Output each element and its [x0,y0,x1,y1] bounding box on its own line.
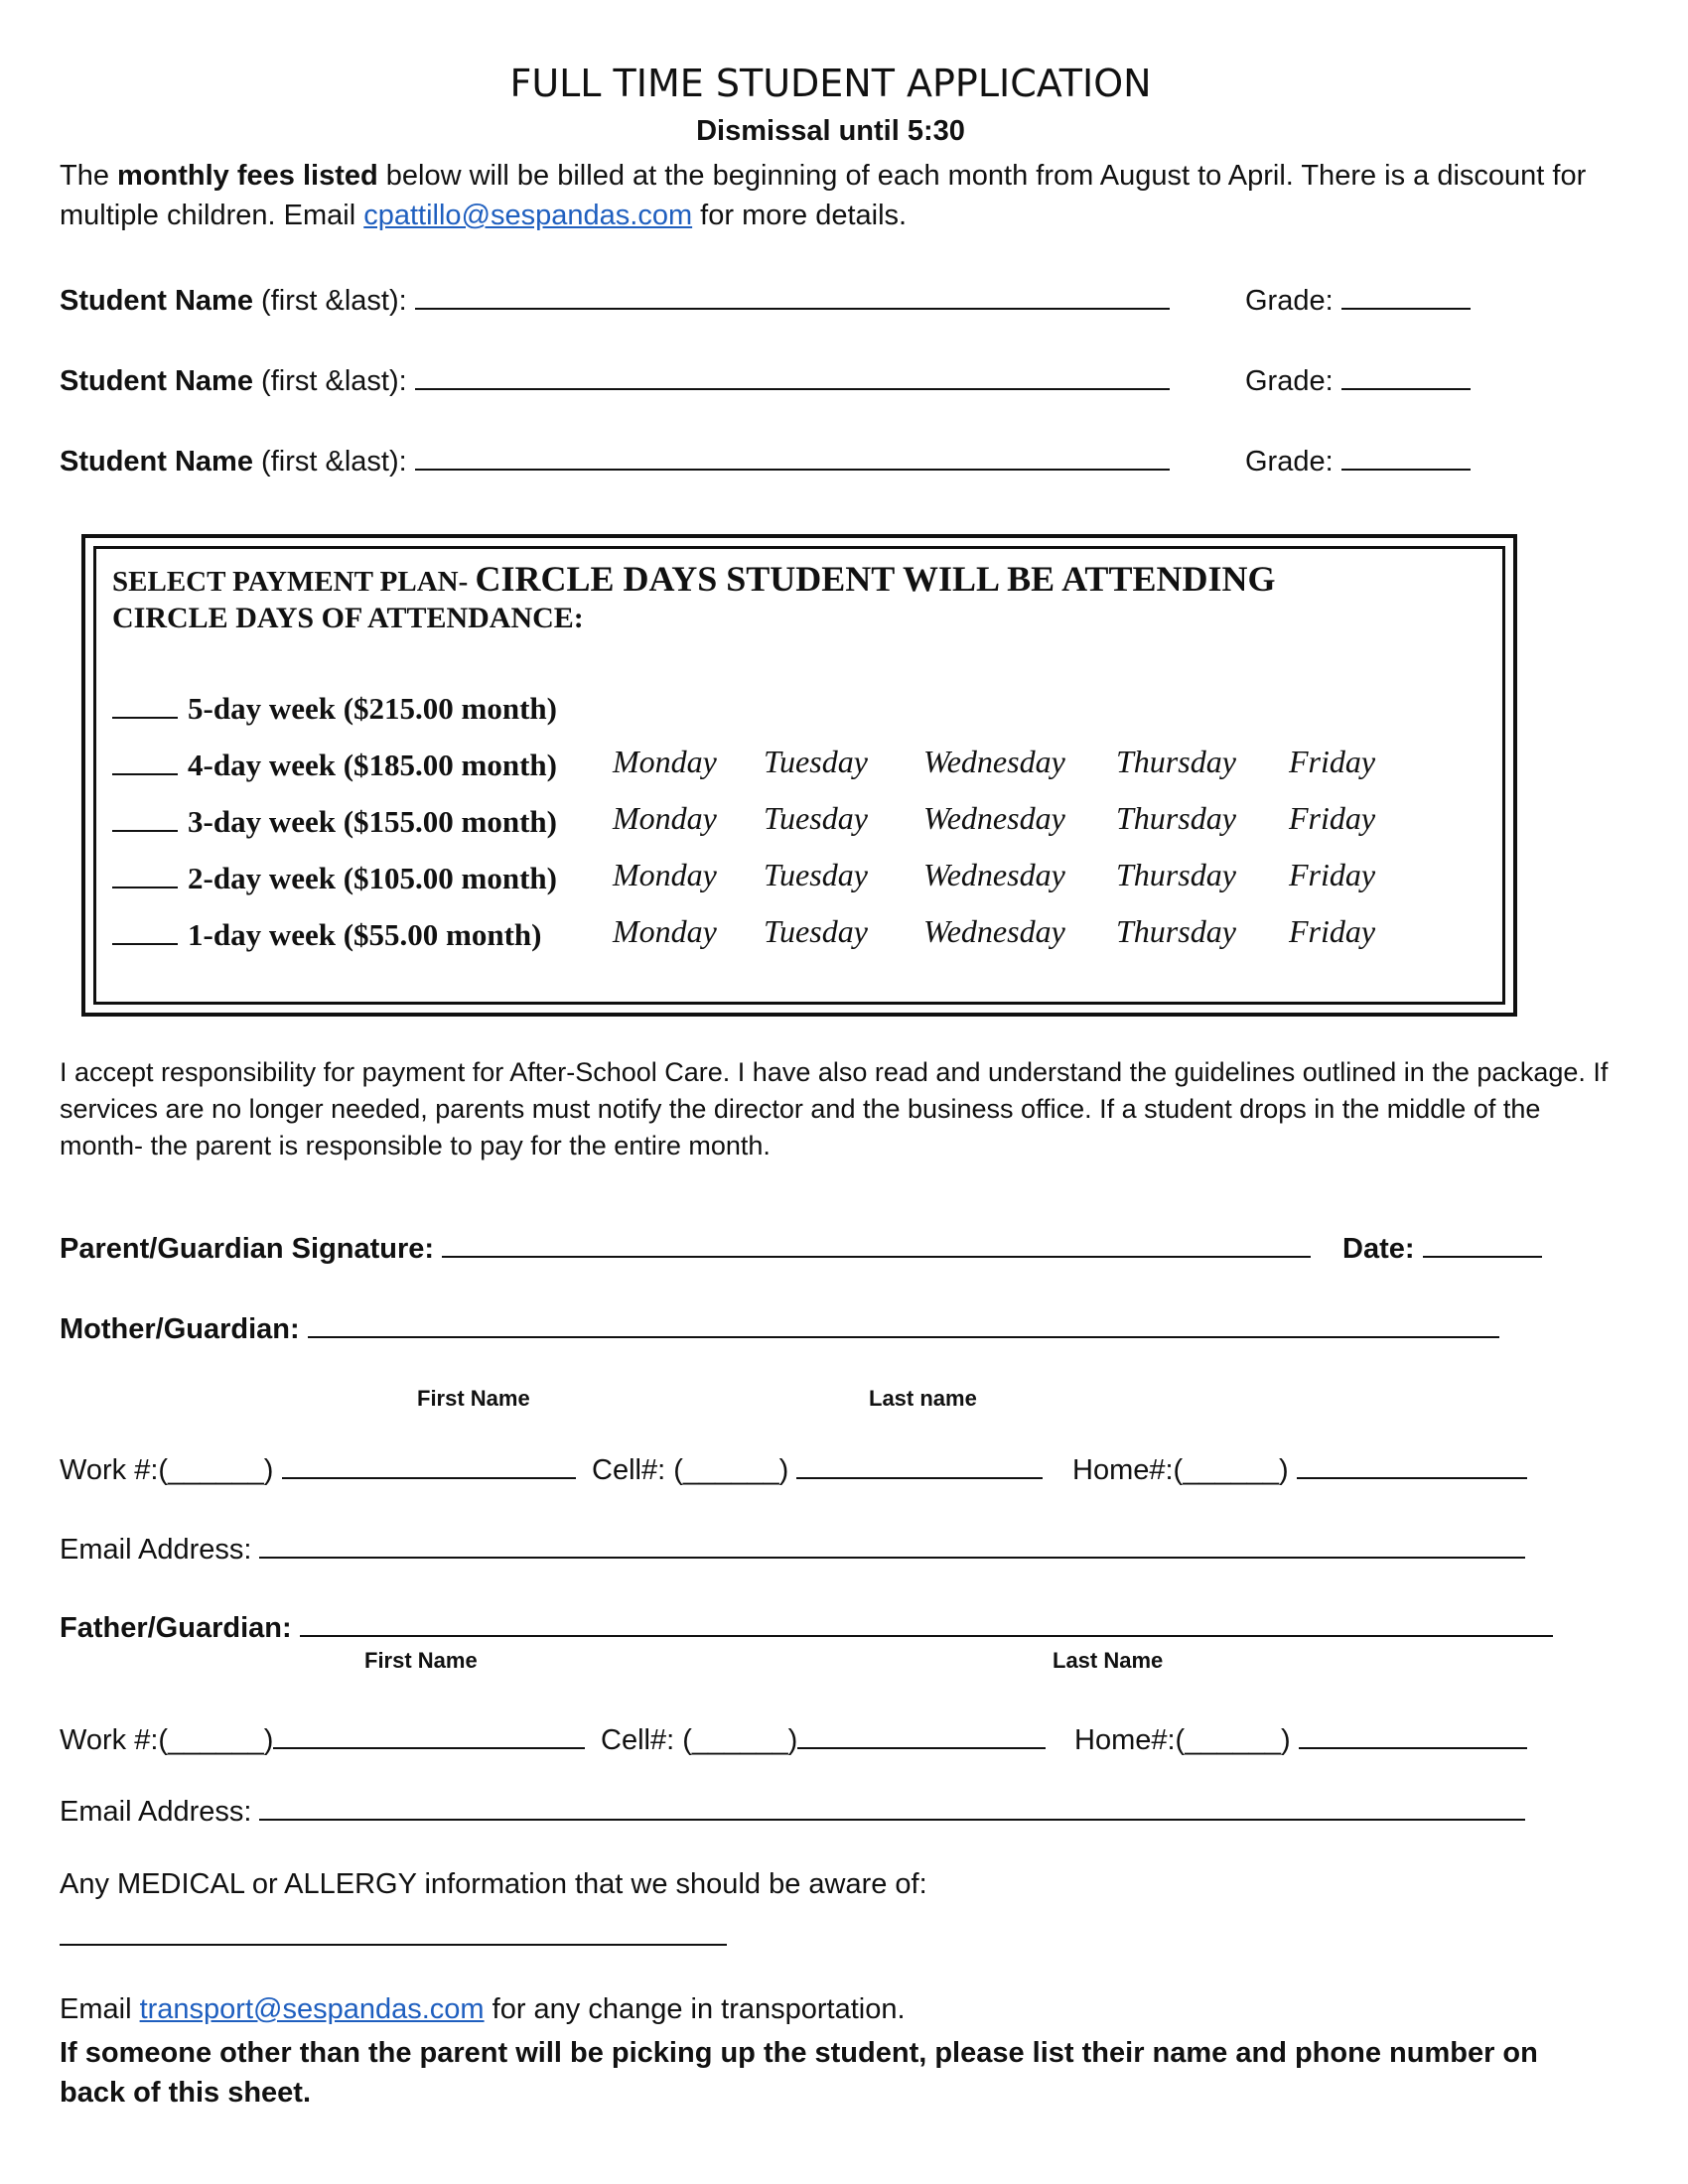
day-friday[interactable]: Friday [1289,913,1376,949]
transport-email-note [60,1993,906,2026]
transport-email-prefix: Email [60,1993,140,2025]
plan-select-blank[interactable] [112,800,178,832]
transport-email-suffix: for any change in transportation. [484,1993,906,2025]
father-cell-row [601,1717,1046,1757]
father-work-field[interactable] [273,1717,585,1749]
plan-row-2day [112,857,557,896]
father-name-field[interactable] [300,1605,1553,1637]
father-row [60,1605,1553,1645]
father-home-label: Home#:(______) [1074,1724,1299,1756]
medical-label: Any MEDICAL or ALLERGY information that we should be aware of: [60,1868,927,1900]
day-friday[interactable]: Friday [1289,857,1376,892]
plan-select-blank[interactable] [112,744,178,775]
student-name-suffix: (first &last): [252,285,415,317]
plan-row-1day [112,913,542,953]
plan-label: 4-day week ($185.00 month) [188,748,557,782]
date-field[interactable] [1423,1226,1542,1258]
day-friday[interactable]: Friday [1289,800,1376,836]
mother-work-label: Work #:(______) [60,1454,282,1486]
mother-email-label: Email Address: [60,1534,260,1566]
date-label: Date: [1342,1233,1423,1265]
mother-last-name-caption: Last name [869,1386,977,1411]
student-name-label: Student Name [60,365,253,397]
payment-heading-large: CIRCLE DAYS STUDENT WILL BE ATTENDING [475,559,1276,599]
father-work-row [60,1717,585,1757]
mother-email-row [60,1527,1525,1567]
mother-home-row [1072,1447,1527,1487]
pickup-note: If someone other than the parent will be picking up the student, please list their name and phone number on back of this sheet. [60,2037,1538,2109]
student-row-2 [60,358,1170,398]
plan-label: 2-day week ($105.00 month) [188,861,557,895]
mother-email-field[interactable] [259,1527,1525,1559]
father-work-label: Work #:(______) [60,1724,274,1756]
plan-row-4day [112,744,557,783]
father-home-row [1074,1717,1527,1757]
grade-label: Grade: [1245,365,1341,397]
plan-label: 5-day week ($215.00 month) [188,691,557,726]
intro-paragraph [60,156,1589,235]
mother-cell-field[interactable] [796,1447,1043,1479]
grade-row-2 [1245,358,1471,398]
student-name-label: Student Name [60,285,253,317]
day-monday[interactable]: Monday [613,913,717,949]
date-row [1342,1226,1542,1266]
student-name-label: Student Name [60,446,253,478]
signature-label: Parent/Guardian Signature: [60,1233,443,1265]
agreement-paragraph: I accept responsibility for payment for After-School Care. I have also read and understand the guidelines outlined in the package. If services are no longer needed, parents must notify the director and the business office. If a student drops in the middle of the month- the parent is responsible to pay for the entire month. [60,1057,1609,1160]
student-name-field[interactable] [415,278,1170,310]
day-tuesday[interactable]: Tuesday [764,800,868,836]
mother-label: Mother/Guardian: [60,1313,308,1345]
student-name-field[interactable] [415,358,1170,390]
intro-text-1: The [60,160,118,192]
day-monday[interactable]: Monday [613,800,717,836]
father-home-field[interactable] [1299,1717,1527,1749]
father-cell-label: Cell#: (______) [601,1724,798,1756]
page-title: FULL TIME STUDENT APPLICATION [509,62,1152,105]
plan-row-5day [112,687,557,727]
intro-text-3: for more details. [692,200,908,231]
grade-row-3 [1245,439,1471,478]
day-tuesday[interactable]: Tuesday [764,744,868,779]
day-wednesday[interactable]: Wednesday [923,913,1065,949]
attendance-heading: CIRCLE DAYS OF ATTENDANCE: [112,602,584,634]
grade-field[interactable] [1341,358,1471,390]
day-thursday[interactable]: Thursday [1116,913,1236,949]
father-last-name-caption: Last Name [1053,1648,1164,1673]
day-wednesday[interactable]: Wednesday [923,744,1065,779]
plan-label: 3-day week ($155.00 month) [188,804,557,839]
mother-row [60,1306,1499,1346]
student-name-field[interactable] [415,439,1170,471]
student-name-suffix: (first &last): [252,446,415,478]
student-name-suffix: (first &last): [252,365,415,397]
mother-name-field[interactable] [308,1306,1499,1338]
medical-field[interactable] [60,1914,727,1946]
day-wednesday[interactable]: Wednesday [923,857,1065,892]
student-row-3 [60,439,1170,478]
day-monday[interactable]: Monday [613,857,717,892]
plan-label: 1-day week ($55.00 month) [188,917,542,952]
mother-cell-row [592,1447,1043,1487]
day-tuesday[interactable]: Tuesday [764,913,868,949]
day-thursday[interactable]: Thursday [1116,857,1236,892]
father-email-field[interactable] [259,1789,1525,1821]
day-monday[interactable]: Monday [613,744,717,779]
father-cell-field[interactable] [797,1717,1046,1749]
signature-field[interactable] [442,1226,1311,1258]
father-email-row [60,1789,1525,1829]
mother-home-label: Home#:(______) [1072,1454,1297,1486]
plan-row-3day [112,800,557,840]
father-email-label: Email Address: [60,1796,260,1828]
payment-heading-small: SELECT PAYMENT PLAN- [112,566,476,598]
page-subtitle: Dismissal until 5:30 [696,115,965,147]
grade-row-1 [1245,278,1471,318]
father-first-name-caption: First Name [364,1648,478,1673]
grade-label: Grade: [1245,446,1341,478]
plan-select-blank[interactable] [112,857,178,888]
mother-cell-label: Cell#: (______) [592,1454,797,1486]
grade-field[interactable] [1341,439,1471,471]
intro-bold-text: monthly fees listed [117,160,378,192]
mother-first-name-caption: First Name [417,1386,530,1411]
day-thursday[interactable]: Thursday [1116,800,1236,836]
father-label: Father/Guardian: [60,1612,300,1644]
mother-home-field[interactable] [1297,1447,1527,1479]
payment-plan-heading [112,558,1275,600]
grade-field[interactable] [1341,278,1471,310]
grade-label: Grade: [1245,285,1341,317]
contact-email-link[interactable]: cpattillo@sespandas.com [363,200,693,231]
signature-row [60,1226,1311,1266]
mother-work-field[interactable] [282,1447,576,1479]
student-row-1 [60,278,1170,318]
intro-text-2: below will be billed at the beginning of each month from August to April. There is a discount for multiple children. Email [60,160,1587,231]
day-thursday[interactable]: Thursday [1116,744,1236,779]
plan-select-blank[interactable] [112,913,178,945]
transport-email-link[interactable]: transport@sespandas.com [139,1993,485,2025]
plan-select-blank[interactable] [112,687,178,719]
day-tuesday[interactable]: Tuesday [764,857,868,892]
day-friday[interactable]: Friday [1289,744,1376,779]
mother-work-row [60,1447,576,1487]
day-wednesday[interactable]: Wednesday [923,800,1065,836]
